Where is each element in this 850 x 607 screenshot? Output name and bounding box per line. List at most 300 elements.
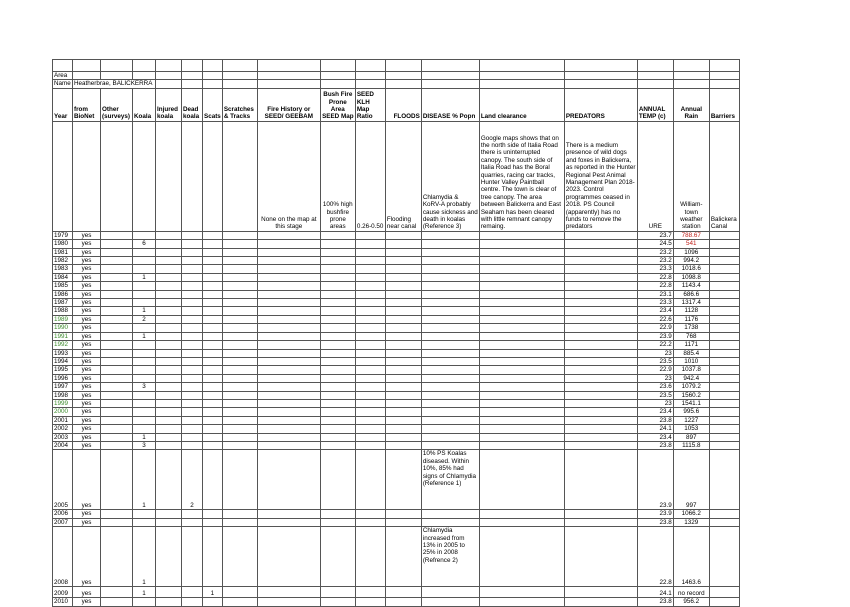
annual-rain-cell: 994.2 bbox=[673, 257, 709, 265]
barriers-cell bbox=[709, 366, 739, 374]
scats-cell bbox=[203, 391, 223, 399]
floods-cell bbox=[385, 510, 421, 518]
predators-cell bbox=[564, 518, 637, 526]
disease-cell bbox=[421, 383, 479, 391]
bionet-cell: yes bbox=[73, 598, 101, 606]
bionet-cell: yes bbox=[73, 399, 101, 407]
year-cell: 1985 bbox=[53, 282, 73, 290]
disease-cell bbox=[421, 299, 479, 307]
scats-cell bbox=[203, 357, 223, 365]
land-clearance-cell bbox=[479, 341, 564, 349]
bush-fire-cell bbox=[320, 527, 355, 587]
dead-koala-cell bbox=[182, 374, 203, 382]
year-cell: 1994 bbox=[53, 357, 73, 365]
predators-cell bbox=[564, 257, 637, 265]
header-annual-rain: Annual Rain bbox=[673, 88, 709, 121]
scats-cell bbox=[203, 425, 223, 433]
injured-koala-cell bbox=[156, 527, 182, 587]
annual-rain-cell: no record bbox=[673, 587, 709, 598]
annual-rain-cell: 686.6 bbox=[673, 290, 709, 298]
annual-temp-cell: 23.8 bbox=[637, 598, 673, 606]
dead-koala-cell bbox=[182, 324, 203, 332]
table-row bbox=[53, 315, 740, 323]
barriers-cell bbox=[709, 282, 739, 290]
predators-note: There is a medium presence of wild dogs and foxes in Balickerra, as reported in the Hunter Regional Pest Animal Management Plan 2018-2023. Control programmes ceased in 2018. PS Council (apparently) has no funds to remove the predators bbox=[564, 121, 637, 231]
koala-cell bbox=[133, 349, 156, 357]
scratches-cell bbox=[222, 366, 257, 374]
floods-cell bbox=[385, 433, 421, 441]
floods-cell bbox=[385, 341, 421, 349]
disease-cell bbox=[421, 341, 479, 349]
scats-cell bbox=[203, 349, 223, 357]
annual-rain-cell: 1329 bbox=[673, 518, 709, 526]
disease-cell bbox=[421, 265, 479, 273]
seed-klh-cell bbox=[355, 240, 385, 248]
annual-rain-cell: 1143.4 bbox=[673, 282, 709, 290]
annual-temp-cell: 23.3 bbox=[637, 265, 673, 273]
table-row bbox=[53, 510, 740, 518]
predators-cell bbox=[564, 425, 637, 433]
fire-history-cell bbox=[257, 366, 320, 374]
land-clearance-cell bbox=[479, 299, 564, 307]
disease-cell bbox=[421, 416, 479, 424]
year-cell: 2010 bbox=[53, 598, 73, 606]
land-clearance-cell bbox=[479, 441, 564, 449]
disease-cell bbox=[421, 357, 479, 365]
other-surveys-cell bbox=[101, 290, 133, 298]
scats-cell bbox=[203, 332, 223, 340]
seed-klh-note: 0.26-0.50 bbox=[355, 121, 385, 231]
area-label-row bbox=[53, 72, 740, 80]
bionet-cell: yes bbox=[73, 357, 101, 365]
floods-cell bbox=[385, 518, 421, 526]
scats-cell bbox=[203, 290, 223, 298]
seed-klh-cell bbox=[355, 349, 385, 357]
fire-history-cell bbox=[257, 383, 320, 391]
barriers-cell bbox=[709, 383, 739, 391]
injured-koala-cell bbox=[156, 257, 182, 265]
bush-fire-cell bbox=[320, 510, 355, 518]
fire-history-cell bbox=[257, 257, 320, 265]
bionet-cell: yes bbox=[73, 265, 101, 273]
annual-rain-cell: 541 bbox=[673, 240, 709, 248]
disease-cell bbox=[421, 366, 479, 374]
predators-cell bbox=[564, 598, 637, 606]
land-clearance-cell bbox=[479, 273, 564, 281]
scats-cell bbox=[203, 366, 223, 374]
koala-cell bbox=[133, 399, 156, 407]
scratches-cell bbox=[222, 315, 257, 323]
annual-temp-cell: 23.8 bbox=[637, 416, 673, 424]
barriers-cell bbox=[709, 341, 739, 349]
injured-koala-cell bbox=[156, 315, 182, 323]
annual-rain-cell: 885.4 bbox=[673, 349, 709, 357]
annual-temp-cell: 23 bbox=[637, 349, 673, 357]
other-surveys-cell bbox=[101, 231, 133, 239]
header-row bbox=[53, 88, 740, 121]
predators-cell bbox=[564, 231, 637, 239]
land-clearance-cell bbox=[479, 231, 564, 239]
other-surveys-cell bbox=[101, 527, 133, 587]
floods-cell bbox=[385, 425, 421, 433]
other-surveys-cell bbox=[101, 349, 133, 357]
scratches-cell bbox=[222, 240, 257, 248]
fire-history-cell bbox=[257, 290, 320, 298]
predators-cell bbox=[564, 265, 637, 273]
year-cell: 1987 bbox=[53, 299, 73, 307]
floods-cell bbox=[385, 240, 421, 248]
dead-koala-cell bbox=[182, 307, 203, 315]
injured-koala-cell bbox=[156, 518, 182, 526]
other-surveys-cell bbox=[101, 518, 133, 526]
koala-cell: 1 bbox=[133, 527, 156, 587]
disease-cell bbox=[421, 324, 479, 332]
koala-cell bbox=[133, 416, 156, 424]
seed-klh-cell bbox=[355, 391, 385, 399]
floods-cell bbox=[385, 332, 421, 340]
annual-temp-cell: 23.9 bbox=[637, 450, 673, 510]
koala-cell: 3 bbox=[133, 383, 156, 391]
bush-fire-cell bbox=[320, 399, 355, 407]
table-row bbox=[53, 441, 740, 449]
year-cell: 1995 bbox=[53, 366, 73, 374]
floods-cell bbox=[385, 307, 421, 315]
koala-cell: 1 bbox=[133, 433, 156, 441]
land-clearance-cell bbox=[479, 587, 564, 598]
scratches-cell bbox=[222, 332, 257, 340]
land-clearance-cell bbox=[479, 450, 564, 510]
scats-cell bbox=[203, 416, 223, 424]
land-clearance-cell bbox=[479, 598, 564, 606]
table-row bbox=[53, 240, 740, 248]
annual-temp-cell: 22.9 bbox=[637, 366, 673, 374]
other-surveys-cell bbox=[101, 257, 133, 265]
header-from-bionet: from BioNet bbox=[73, 88, 101, 121]
bionet-cell: yes bbox=[73, 441, 101, 449]
injured-koala-cell bbox=[156, 290, 182, 298]
scats-cell bbox=[203, 450, 223, 510]
koala-cell bbox=[133, 231, 156, 239]
predators-cell bbox=[564, 587, 637, 598]
barriers-cell bbox=[709, 399, 739, 407]
other-surveys-cell bbox=[101, 315, 133, 323]
temp-note: URE bbox=[637, 121, 673, 231]
bush-fire-cell bbox=[320, 240, 355, 248]
injured-koala-cell bbox=[156, 248, 182, 256]
table-row bbox=[53, 290, 740, 298]
scats-cell bbox=[203, 527, 223, 587]
bush-fire-cell bbox=[320, 349, 355, 357]
injured-koala-cell bbox=[156, 441, 182, 449]
disease-cell bbox=[421, 273, 479, 281]
disease-cell bbox=[421, 332, 479, 340]
table-row bbox=[53, 433, 740, 441]
fire-history-cell bbox=[257, 450, 320, 510]
year-cell: 1982 bbox=[53, 257, 73, 265]
injured-koala-cell bbox=[156, 349, 182, 357]
bush-fire-cell bbox=[320, 518, 355, 526]
year-cell: 1990 bbox=[53, 324, 73, 332]
scratches-cell bbox=[222, 416, 257, 424]
barriers-cell bbox=[709, 441, 739, 449]
table-row bbox=[53, 324, 740, 332]
koala-cell bbox=[133, 265, 156, 273]
annual-rain-cell: 1079.2 bbox=[673, 383, 709, 391]
header-other-surveys: Other (surveys) bbox=[101, 88, 133, 121]
header-annual-temp: ANNUAL TEMP (c) bbox=[637, 88, 673, 121]
other-surveys-cell bbox=[101, 374, 133, 382]
scratches-cell bbox=[222, 299, 257, 307]
year-cell: 2008 bbox=[53, 527, 73, 587]
header-predators: PREDATORS bbox=[564, 88, 637, 121]
injured-koala-cell bbox=[156, 433, 182, 441]
disease-cell bbox=[421, 408, 479, 416]
dead-koala-cell bbox=[182, 587, 203, 598]
fire-history-cell bbox=[257, 324, 320, 332]
blank-row bbox=[53, 60, 740, 72]
annual-rain-cell: 997 bbox=[673, 450, 709, 510]
seed-klh-cell bbox=[355, 374, 385, 382]
seed-klh-cell bbox=[355, 441, 385, 449]
predators-cell bbox=[564, 399, 637, 407]
seed-klh-cell bbox=[355, 366, 385, 374]
scats-cell bbox=[203, 399, 223, 407]
seed-klh-cell bbox=[355, 527, 385, 587]
year-cell: 1991 bbox=[53, 332, 73, 340]
year-cell: 1999 bbox=[53, 399, 73, 407]
land-clearance-cell bbox=[479, 315, 564, 323]
fire-history-cell bbox=[257, 357, 320, 365]
seed-klh-cell bbox=[355, 399, 385, 407]
annual-temp-cell: 23.9 bbox=[637, 332, 673, 340]
header-floods: FLOODS bbox=[385, 88, 421, 121]
predators-cell bbox=[564, 366, 637, 374]
predators-cell bbox=[564, 349, 637, 357]
disease-cell: 10% PS Koalas diseased. Within 10%, 85% had signs of Chlamydia (Reference 1) bbox=[421, 450, 479, 510]
other-surveys-cell bbox=[101, 341, 133, 349]
table-row bbox=[53, 349, 740, 357]
disease-cell bbox=[421, 433, 479, 441]
dead-koala-cell bbox=[182, 527, 203, 587]
bush-fire-cell bbox=[320, 265, 355, 273]
koala-cell bbox=[133, 518, 156, 526]
seed-klh-cell bbox=[355, 510, 385, 518]
fire-history-cell bbox=[257, 598, 320, 606]
bush-fire-note: 100% high bushfire prone areas bbox=[320, 121, 355, 231]
barriers-cell bbox=[709, 408, 739, 416]
table-row bbox=[53, 265, 740, 273]
seed-klh-cell bbox=[355, 332, 385, 340]
predators-cell bbox=[564, 527, 637, 587]
header-disease: DISEASE % Popn bbox=[421, 88, 479, 121]
scats-cell bbox=[203, 315, 223, 323]
bush-fire-cell bbox=[320, 383, 355, 391]
header-fire-history: Fire History or SEED/ GEEBAM bbox=[257, 88, 320, 121]
floods-cell bbox=[385, 265, 421, 273]
other-surveys-cell bbox=[101, 433, 133, 441]
injured-koala-cell bbox=[156, 231, 182, 239]
annual-temp-cell: 23.5 bbox=[637, 391, 673, 399]
predators-cell bbox=[564, 441, 637, 449]
injured-koala-cell bbox=[156, 341, 182, 349]
floods-cell bbox=[385, 282, 421, 290]
disease-cell bbox=[421, 248, 479, 256]
header-dead-koala: Dead koala bbox=[182, 88, 203, 121]
land-clearance-cell bbox=[479, 391, 564, 399]
floods-cell bbox=[385, 290, 421, 298]
annual-temp-cell: 24.5 bbox=[637, 240, 673, 248]
seed-klh-cell bbox=[355, 257, 385, 265]
barriers-cell bbox=[709, 391, 739, 399]
land-clearance-cell bbox=[479, 307, 564, 315]
bionet-cell: yes bbox=[73, 450, 101, 510]
dead-koala-cell bbox=[182, 391, 203, 399]
dead-koala-cell bbox=[182, 399, 203, 407]
scratches-cell bbox=[222, 282, 257, 290]
floods-cell bbox=[385, 366, 421, 374]
scats-cell bbox=[203, 441, 223, 449]
bush-fire-cell bbox=[320, 416, 355, 424]
dead-koala-cell bbox=[182, 510, 203, 518]
predators-cell bbox=[564, 357, 637, 365]
scratches-cell bbox=[222, 357, 257, 365]
annual-temp-cell: 23.2 bbox=[637, 248, 673, 256]
other-surveys-cell bbox=[101, 416, 133, 424]
floods-cell bbox=[385, 324, 421, 332]
disease-cell bbox=[421, 257, 479, 265]
dead-koala-cell bbox=[182, 240, 203, 248]
bush-fire-cell bbox=[320, 341, 355, 349]
floods-cell bbox=[385, 374, 421, 382]
scratches-cell bbox=[222, 290, 257, 298]
koala-cell: 6 bbox=[133, 240, 156, 248]
land-clearance-cell bbox=[479, 366, 564, 374]
bush-fire-cell bbox=[320, 425, 355, 433]
fire-history-cell bbox=[257, 231, 320, 239]
scratches-cell bbox=[222, 408, 257, 416]
annual-rain-cell: 1096 bbox=[673, 248, 709, 256]
bionet-cell: yes bbox=[73, 273, 101, 281]
year-cell: 2007 bbox=[53, 518, 73, 526]
bionet-cell: yes bbox=[73, 408, 101, 416]
year-cell: 2004 bbox=[53, 441, 73, 449]
land-clearance-cell bbox=[479, 510, 564, 518]
scats-cell bbox=[203, 282, 223, 290]
year-cell: 1980 bbox=[53, 240, 73, 248]
year-cell: 2005 bbox=[53, 450, 73, 510]
barriers-cell bbox=[709, 290, 739, 298]
koala-cell: 1 bbox=[133, 307, 156, 315]
area-name-row bbox=[53, 80, 740, 88]
barriers-cell bbox=[709, 425, 739, 433]
fire-history-cell bbox=[257, 510, 320, 518]
bionet-cell: yes bbox=[73, 416, 101, 424]
seed-klh-cell bbox=[355, 248, 385, 256]
scratches-cell bbox=[222, 598, 257, 606]
fire-history-note: None on the map at this stage bbox=[257, 121, 320, 231]
annual-rain-cell: 897 bbox=[673, 433, 709, 441]
year-cell: 2009 bbox=[53, 587, 73, 598]
seed-klh-cell bbox=[355, 416, 385, 424]
predators-cell bbox=[564, 282, 637, 290]
table-row bbox=[53, 332, 740, 340]
disease-cell bbox=[421, 349, 479, 357]
disease-cell bbox=[421, 290, 479, 298]
table-row bbox=[53, 391, 740, 399]
notes-row bbox=[53, 121, 740, 231]
table-row bbox=[53, 587, 740, 598]
barriers-cell bbox=[709, 248, 739, 256]
barriers-cell bbox=[709, 598, 739, 606]
dead-koala-cell bbox=[182, 290, 203, 298]
table-row bbox=[53, 273, 740, 281]
annual-temp-cell: 23.4 bbox=[637, 307, 673, 315]
other-surveys-cell bbox=[101, 273, 133, 281]
land-clearance-cell bbox=[479, 408, 564, 416]
annual-temp-cell: 23.8 bbox=[637, 441, 673, 449]
bionet-cell: yes bbox=[73, 290, 101, 298]
disease-cell bbox=[421, 307, 479, 315]
fire-history-cell bbox=[257, 527, 320, 587]
dead-koala-cell bbox=[182, 231, 203, 239]
koala-cell bbox=[133, 248, 156, 256]
seed-klh-cell bbox=[355, 231, 385, 239]
seed-klh-cell bbox=[355, 290, 385, 298]
floods-cell bbox=[385, 273, 421, 281]
predators-cell bbox=[564, 383, 637, 391]
koala-cell: 1 bbox=[133, 587, 156, 598]
barriers-cell bbox=[709, 324, 739, 332]
other-surveys-cell bbox=[101, 598, 133, 606]
predators-cell bbox=[564, 450, 637, 510]
header-koala: Koala bbox=[133, 88, 156, 121]
seed-klh-cell bbox=[355, 341, 385, 349]
year-cell: 1986 bbox=[53, 290, 73, 298]
scratches-cell bbox=[222, 587, 257, 598]
other-surveys-cell bbox=[101, 383, 133, 391]
annual-rain-cell: 788.67 bbox=[673, 231, 709, 239]
koala-cell bbox=[133, 391, 156, 399]
year-cell: 1997 bbox=[53, 383, 73, 391]
scratches-cell bbox=[222, 383, 257, 391]
koala-cell: 2 bbox=[133, 315, 156, 323]
dead-koala-cell bbox=[182, 357, 203, 365]
seed-klh-cell bbox=[355, 425, 385, 433]
bionet-cell: yes bbox=[73, 349, 101, 357]
disease-cell bbox=[421, 587, 479, 598]
floods-cell bbox=[385, 587, 421, 598]
land-clearance-cell bbox=[479, 357, 564, 365]
table-row bbox=[53, 299, 740, 307]
land-clearance-cell bbox=[479, 240, 564, 248]
injured-koala-cell bbox=[156, 587, 182, 598]
koala-cell bbox=[133, 510, 156, 518]
scats-cell bbox=[203, 265, 223, 273]
dead-koala-cell bbox=[182, 598, 203, 606]
seed-klh-cell bbox=[355, 587, 385, 598]
fire-history-cell bbox=[257, 433, 320, 441]
bush-fire-cell bbox=[320, 231, 355, 239]
injured-koala-cell bbox=[156, 282, 182, 290]
annual-temp-cell: 24.1 bbox=[637, 587, 673, 598]
dead-koala-cell bbox=[182, 408, 203, 416]
annual-rain-cell: 768 bbox=[673, 332, 709, 340]
table-row bbox=[53, 307, 740, 315]
disease-cell bbox=[421, 315, 479, 323]
predators-cell bbox=[564, 510, 637, 518]
year-cell: 1988 bbox=[53, 307, 73, 315]
annual-temp-cell: 22.6 bbox=[637, 315, 673, 323]
